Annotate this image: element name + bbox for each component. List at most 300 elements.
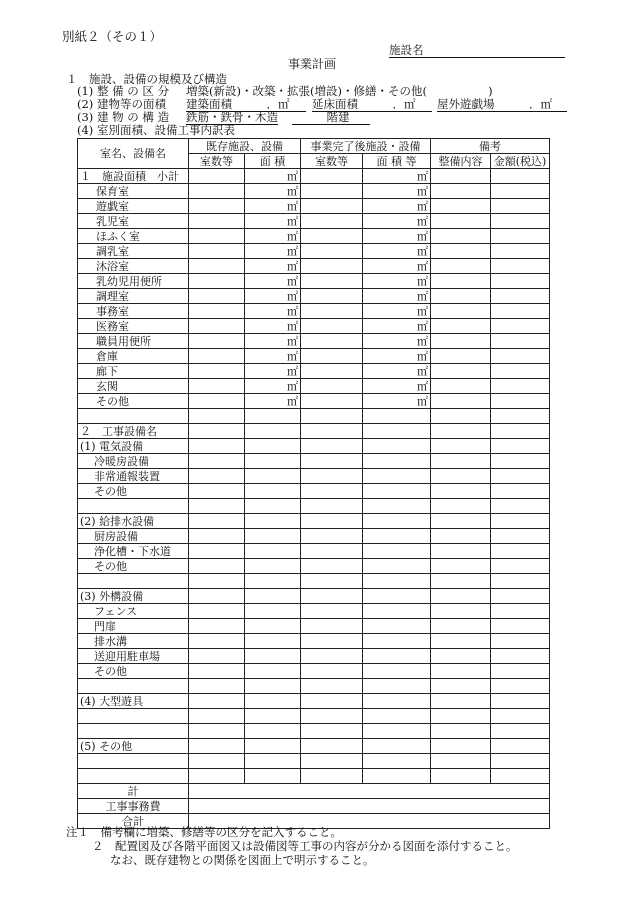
blank-cell xyxy=(431,559,491,574)
blank-cell xyxy=(431,274,491,289)
blank-cell xyxy=(301,724,363,739)
unit-cell: ㎡ xyxy=(363,274,431,289)
blank-cell xyxy=(189,484,245,499)
blank-cell xyxy=(245,694,301,709)
blank-cell xyxy=(431,454,491,469)
blank-cell xyxy=(301,409,363,424)
blank-cell xyxy=(491,604,550,619)
blank-cell xyxy=(363,709,431,724)
blank-cell xyxy=(245,424,301,439)
blank-cell xyxy=(363,514,431,529)
blank-cell xyxy=(301,499,363,514)
row-label xyxy=(78,724,189,739)
unit-cell: ㎡ xyxy=(245,259,301,274)
blank-cell xyxy=(301,289,363,304)
row-label xyxy=(78,769,189,784)
blank-cell xyxy=(189,694,245,709)
blank-cell xyxy=(189,274,245,289)
blank-cell xyxy=(491,334,550,349)
blank-cell xyxy=(301,199,363,214)
note1: 注１ 備考欄に増築、修繕等の区分を記入すること。 xyxy=(66,825,342,839)
blank-cell xyxy=(491,484,550,499)
blank-cell xyxy=(431,169,491,184)
blank-cell xyxy=(245,619,301,634)
blank-cell xyxy=(491,634,550,649)
blank-cell xyxy=(189,349,245,364)
blank-cell xyxy=(189,799,550,814)
blank-cell xyxy=(189,544,245,559)
blank-cell xyxy=(245,679,301,694)
blank-cell xyxy=(301,769,363,784)
unit-cell: ㎡ xyxy=(245,214,301,229)
blank-cell xyxy=(245,499,301,514)
blank-cell xyxy=(189,604,245,619)
blank-cell xyxy=(431,499,491,514)
blank-cell xyxy=(491,649,550,664)
room-row xyxy=(78,184,550,199)
blank-cell xyxy=(431,184,491,199)
blank-cell xyxy=(431,589,491,604)
sub-area-after: 面 積 等 xyxy=(363,154,431,169)
blank-cell xyxy=(245,724,301,739)
blank-cell xyxy=(301,244,363,259)
blank-cell xyxy=(189,754,245,769)
blank-cell xyxy=(301,514,363,529)
blank-cell xyxy=(491,214,550,229)
room-row xyxy=(78,364,550,379)
blank-row xyxy=(78,679,550,694)
blank-cell xyxy=(363,559,431,574)
blank-cell xyxy=(491,694,550,709)
blank-cell xyxy=(301,379,363,394)
blank-cell xyxy=(363,589,431,604)
col-remarks: 備考 xyxy=(431,139,550,154)
subtotal-row xyxy=(78,169,550,184)
blank-cell xyxy=(301,364,363,379)
row-label: 送迎用駐車場 xyxy=(78,649,189,664)
blank-cell xyxy=(491,664,550,679)
blank-cell xyxy=(431,529,491,544)
blank-cell xyxy=(245,574,301,589)
row-label xyxy=(78,499,189,514)
row-label: 倉庫 xyxy=(78,349,189,364)
blank-cell xyxy=(491,754,550,769)
col-room: 室名、設備名 xyxy=(78,139,189,169)
blank-cell xyxy=(431,769,491,784)
sub-work: 整備内容 xyxy=(431,154,491,169)
blank-cell xyxy=(431,634,491,649)
blank-cell xyxy=(245,604,301,619)
blank-cell xyxy=(301,484,363,499)
blank-cell xyxy=(431,199,491,214)
blank-cell xyxy=(363,769,431,784)
blank-cell xyxy=(245,709,301,724)
blank-cell xyxy=(301,349,363,364)
blank-cell xyxy=(301,274,363,289)
room-row xyxy=(78,244,550,259)
unit-cell: ㎡ xyxy=(363,229,431,244)
blank-cell xyxy=(491,409,550,424)
room-row xyxy=(78,394,550,409)
row-label: フェンス xyxy=(78,604,189,619)
blank-cell xyxy=(491,274,550,289)
blank-cell xyxy=(491,289,550,304)
room-row xyxy=(78,199,550,214)
blank-cell xyxy=(301,319,363,334)
blank-cell xyxy=(245,529,301,544)
section1-heading: １ 施設、設備の規模及び構造 xyxy=(66,72,227,86)
blank-cell xyxy=(363,469,431,484)
blank-cell xyxy=(189,739,245,754)
blank-cell xyxy=(363,454,431,469)
blank-cell xyxy=(431,319,491,334)
blank-cell xyxy=(189,649,245,664)
blank-cell xyxy=(301,529,363,544)
blank-cell xyxy=(189,709,245,724)
row-label: 計 xyxy=(78,784,189,799)
equipment-row xyxy=(78,454,550,469)
row-label: 門扉 xyxy=(78,619,189,634)
equipment-row xyxy=(78,544,550,559)
blank-cell xyxy=(245,409,301,424)
row-label: 遊戯室 xyxy=(78,199,189,214)
blank-cell xyxy=(363,619,431,634)
unit-cell: ㎡ xyxy=(363,214,431,229)
blank-cell xyxy=(431,304,491,319)
unit-cell: ㎡ xyxy=(363,364,431,379)
unit-cell: ㎡ xyxy=(363,289,431,304)
blank-cell xyxy=(189,364,245,379)
blank-cell xyxy=(491,769,550,784)
row-label: 非常通報装置 xyxy=(78,469,189,484)
blank-cell xyxy=(189,769,245,784)
blank-cell xyxy=(363,499,431,514)
blank-cell xyxy=(189,589,245,604)
col-after: 事業完了後施設・設備 xyxy=(301,139,431,154)
blank-cell xyxy=(189,784,550,799)
blank-cell xyxy=(301,604,363,619)
blank-cell xyxy=(245,484,301,499)
blank-cell xyxy=(491,304,550,319)
unit-cell: ㎡ xyxy=(363,184,431,199)
unit-cell: ㎡ xyxy=(363,334,431,349)
blank-cell xyxy=(491,574,550,589)
blank-cell xyxy=(363,484,431,499)
blank-cell xyxy=(301,304,363,319)
row-label: ほふく室 xyxy=(78,229,189,244)
blank-cell xyxy=(491,394,550,409)
blank-cell xyxy=(491,424,550,439)
equipment-row xyxy=(78,619,550,634)
unit-cell: ㎡ xyxy=(245,394,301,409)
blank-cell xyxy=(245,739,301,754)
blank-cell xyxy=(431,214,491,229)
equipment-row xyxy=(78,484,550,499)
room-equipment-table xyxy=(77,138,550,829)
unit-cell: ㎡ xyxy=(245,244,301,259)
blank-row xyxy=(78,709,550,724)
blank-cell xyxy=(301,574,363,589)
blank-row xyxy=(78,574,550,589)
blank-cell xyxy=(491,319,550,334)
blank-cell xyxy=(431,229,491,244)
blank-cell xyxy=(491,619,550,634)
blank-cell xyxy=(491,469,550,484)
blank-cell xyxy=(189,199,245,214)
unit-cell: ㎡ xyxy=(245,229,301,244)
row-label: ２ 工事設備名 xyxy=(78,424,189,439)
blank-cell xyxy=(189,409,245,424)
blank-cell xyxy=(431,364,491,379)
equipment-row xyxy=(78,634,550,649)
note2b: なお、既存建物との関係を図面上で明示すること。 xyxy=(110,853,375,867)
blank-cell xyxy=(491,499,550,514)
blank-cell xyxy=(491,349,550,364)
blank-cell xyxy=(301,709,363,724)
row-label: 合計 xyxy=(78,814,189,829)
blank-row xyxy=(78,724,550,739)
unit-cell: ㎡ xyxy=(363,259,431,274)
blank-cell xyxy=(301,169,363,184)
blank-cell xyxy=(363,574,431,589)
blank-cell xyxy=(431,439,491,454)
blank-cell xyxy=(491,169,550,184)
equipment-row xyxy=(78,694,550,709)
row-label: １ 施設面積 小計 xyxy=(78,169,189,184)
row-label: (3) 外構設備 xyxy=(78,589,189,604)
blank-cell xyxy=(301,259,363,274)
equipment-row xyxy=(78,589,550,604)
line2-outdoor-area: 屋外遊戯場 ．㎡ xyxy=(437,98,567,112)
blank-cell xyxy=(301,439,363,454)
blank-cell xyxy=(301,664,363,679)
blank-cell xyxy=(431,739,491,754)
room-row xyxy=(78,334,550,349)
line4-label: (4) 室別面積、設備工事内訳表 xyxy=(77,123,235,137)
room-row xyxy=(78,349,550,364)
row-label: (1) 電気設備 xyxy=(78,439,189,454)
row-label: その他 xyxy=(78,394,189,409)
blank-cell xyxy=(245,664,301,679)
blank-cell xyxy=(189,529,245,544)
blank-cell xyxy=(431,349,491,364)
blank-cell xyxy=(431,394,491,409)
blank-cell xyxy=(301,334,363,349)
blank-cell xyxy=(491,259,550,274)
blank-cell xyxy=(301,559,363,574)
blank-cell xyxy=(491,709,550,724)
blank-cell xyxy=(245,514,301,529)
row-label: 工事事務費 xyxy=(78,799,189,814)
unit-cell: ㎡ xyxy=(245,364,301,379)
equipment-row xyxy=(78,649,550,664)
room-row xyxy=(78,304,550,319)
total-row xyxy=(78,784,550,799)
row-label xyxy=(78,709,189,724)
line3-structure: 鉄筋・鉄骨・木造 xyxy=(186,110,278,124)
row-label: 事務室 xyxy=(78,304,189,319)
blank-cell xyxy=(431,469,491,484)
blank-row xyxy=(78,409,550,424)
row-label: 排水溝 xyxy=(78,634,189,649)
unit-cell: ㎡ xyxy=(363,379,431,394)
blank-cell xyxy=(363,664,431,679)
blank-cell xyxy=(431,679,491,694)
unit-cell: ㎡ xyxy=(245,184,301,199)
blank-cell xyxy=(491,229,550,244)
blank-cell xyxy=(363,739,431,754)
blank-cell xyxy=(245,559,301,574)
attachment-label: 別紙２（その１） xyxy=(62,29,163,44)
blank-cell xyxy=(431,664,491,679)
blank-cell xyxy=(245,544,301,559)
blank-cell xyxy=(245,589,301,604)
blank-cell xyxy=(301,214,363,229)
blank-cell xyxy=(189,244,245,259)
blank-row xyxy=(78,769,550,784)
blank-cell xyxy=(245,634,301,649)
sub-area-existing: 面 積 xyxy=(245,154,301,169)
blank-cell xyxy=(245,649,301,664)
unit-cell: ㎡ xyxy=(363,169,431,184)
blank-cell xyxy=(189,619,245,634)
room-row xyxy=(78,319,550,334)
equipment-row xyxy=(78,469,550,484)
blank-cell xyxy=(245,454,301,469)
blank-cell xyxy=(491,529,550,544)
blank-cell xyxy=(431,709,491,724)
blank-cell xyxy=(245,439,301,454)
blank-cell xyxy=(189,169,245,184)
blank-cell xyxy=(491,379,550,394)
blank-cell xyxy=(301,184,363,199)
blank-cell xyxy=(363,424,431,439)
unit-cell: ㎡ xyxy=(245,199,301,214)
row-label: 保育室 xyxy=(78,184,189,199)
blank-cell xyxy=(189,439,245,454)
blank-cell xyxy=(301,454,363,469)
blank-cell xyxy=(431,544,491,559)
sub-amount: 金額(税込) xyxy=(491,154,550,169)
room-row xyxy=(78,214,550,229)
blank-cell xyxy=(301,394,363,409)
blank-cell xyxy=(363,604,431,619)
blank-cell xyxy=(363,634,431,649)
blank-cell xyxy=(189,214,245,229)
blank-cell xyxy=(189,334,245,349)
blank-cell xyxy=(431,649,491,664)
blank-cell xyxy=(189,319,245,334)
blank-cell xyxy=(301,619,363,634)
blank-cell xyxy=(301,229,363,244)
row-label: 調乳室 xyxy=(78,244,189,259)
room-row xyxy=(78,274,550,289)
unit-cell: ㎡ xyxy=(245,319,301,334)
blank-cell xyxy=(301,589,363,604)
blank-cell xyxy=(301,739,363,754)
line3-label: (3) 建 物 の 構 造 xyxy=(77,110,170,124)
equipment-row xyxy=(78,559,550,574)
blank-cell xyxy=(363,724,431,739)
blank-cell xyxy=(431,424,491,439)
row-label: (4) 大型遊具 xyxy=(78,694,189,709)
unit-cell: ㎡ xyxy=(245,169,301,184)
equipment-row xyxy=(78,514,550,529)
blank-cell xyxy=(189,289,245,304)
row-label: その他 xyxy=(78,664,189,679)
row-label: 浄化槽・下水道 xyxy=(78,544,189,559)
equipment-heading-row xyxy=(78,424,550,439)
blank-cell xyxy=(189,469,245,484)
unit-cell: ㎡ xyxy=(245,274,301,289)
office-cost-row xyxy=(78,799,550,814)
blank-cell xyxy=(491,454,550,469)
equipment-row xyxy=(78,529,550,544)
blank-cell xyxy=(491,184,550,199)
blank-cell xyxy=(301,754,363,769)
blank-cell xyxy=(431,409,491,424)
blank-cell xyxy=(431,574,491,589)
blank-cell xyxy=(363,649,431,664)
line2-floor-area: 延床面積 ．㎡ xyxy=(312,98,432,112)
blank-cell xyxy=(189,514,245,529)
blank-cell xyxy=(245,754,301,769)
blank-cell xyxy=(189,664,245,679)
blank-cell xyxy=(431,619,491,634)
unit-cell: ㎡ xyxy=(245,334,301,349)
blank-cell xyxy=(431,724,491,739)
unit-cell: ㎡ xyxy=(363,394,431,409)
blank-cell xyxy=(189,304,245,319)
blank-cell xyxy=(245,469,301,484)
blank-cell xyxy=(431,289,491,304)
unit-cell: ㎡ xyxy=(245,289,301,304)
row-label xyxy=(78,679,189,694)
equipment-row xyxy=(78,604,550,619)
blank-cell xyxy=(245,769,301,784)
blank-cell xyxy=(363,529,431,544)
unit-cell: ㎡ xyxy=(363,349,431,364)
blank-cell xyxy=(491,589,550,604)
blank-row xyxy=(78,499,550,514)
col-existing: 既存施設、設備 xyxy=(189,139,301,154)
facility-name-label: 施設名 xyxy=(389,44,565,58)
blank-cell xyxy=(363,754,431,769)
blank-cell xyxy=(363,679,431,694)
blank-cell xyxy=(363,544,431,559)
table-header-row xyxy=(78,139,550,154)
blank-cell xyxy=(363,409,431,424)
blank-cell xyxy=(491,199,550,214)
blank-cell xyxy=(189,634,245,649)
row-label: 職員用便所 xyxy=(78,334,189,349)
blank-cell xyxy=(189,574,245,589)
line1-options: 増築(新設)・改築・拡張(増設)・修繕・その他( ) xyxy=(186,84,493,98)
blank-cell xyxy=(491,739,550,754)
row-label: その他 xyxy=(78,559,189,574)
blank-cell xyxy=(189,229,245,244)
row-label: 玄関 xyxy=(78,379,189,394)
blank-cell xyxy=(189,184,245,199)
unit-cell: ㎡ xyxy=(363,199,431,214)
doc-title: 事業計画 xyxy=(288,57,337,71)
line2-label: (2) 建物等の面積 xyxy=(77,97,166,111)
blank-cell xyxy=(431,604,491,619)
equipment-row xyxy=(78,439,550,454)
blank-cell xyxy=(189,679,245,694)
row-label: 調理室 xyxy=(78,289,189,304)
room-row xyxy=(78,379,550,394)
